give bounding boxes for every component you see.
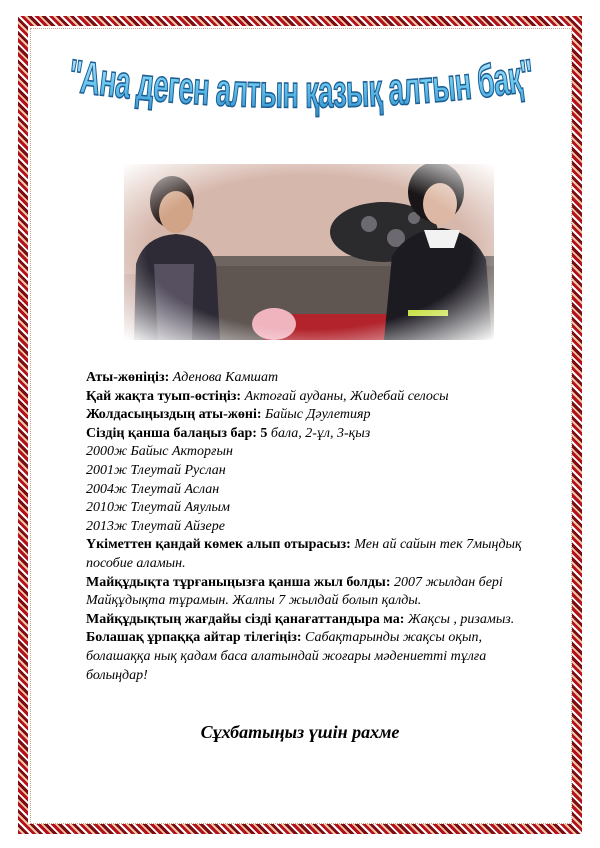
- interview-photo: [124, 164, 494, 340]
- page-title-graphic: [0, 30, 600, 160]
- answer: Аденова Камшат: [172, 370, 279, 385]
- answer: 2007 жылдан бері Майқұдықта тұрамын. Жалпы 7 жылдай болып қалды.: [86, 574, 503, 609]
- question: Үкіметтен қандай көмек алып отырасыз:: [86, 537, 351, 553]
- question: Сіздің қанша балаңыз бар:: [86, 425, 257, 441]
- child-item: 2004ж Тлеутай Аслан: [86, 481, 220, 497]
- child-item: 2000ж Байыс Акторғын: [86, 444, 233, 460]
- answer: Байыс Дәулетияр: [265, 407, 371, 423]
- answer: Мен ай сайын тек 7мыңдық пособие аламын.: [86, 537, 522, 571]
- question: Аты-жөніңіз:: [86, 370, 170, 385]
- question: Майқұдықтың жағдайы сізді қанағаттандыра ма:: [86, 611, 405, 627]
- child-item: 2010ж Тлеутай Аяулым: [86, 500, 230, 516]
- help-line: [86, 536, 526, 573]
- child-item: 2013ж Тлеутай Айзере: [86, 518, 225, 534]
- question: Қай жақта туып-өстіңіз:: [86, 388, 242, 404]
- answer: Жақсы , ризамыз.: [407, 611, 515, 627]
- answer: Сабақтарынды жақсы оқып, болашаққа нық қадам баса алатындай жоғары мәдениетті тұлға болыңдар!: [86, 630, 487, 683]
- name-line: [86, 369, 526, 388]
- spouse-line: [86, 406, 526, 425]
- question: Жолдасыңыздың аты-жөні:: [86, 407, 262, 423]
- wish-line: [86, 629, 526, 685]
- question: Майқұдықта тұрғаныңызға қанша жыл болды:: [86, 574, 391, 590]
- birthplace-line: [86, 388, 526, 407]
- closing-text: Сұхбатыңыз үшін рахме: [200, 722, 400, 742]
- children-number: 5: [260, 425, 268, 441]
- answer: бала, 2-ұл, 3-қыз: [270, 425, 371, 441]
- question: Болашақ ұрпаққа айтар тілегіңіз:: [86, 630, 302, 646]
- children-count-line: [86, 425, 526, 444]
- answer: Актоғай ауданы, Жидебай селосы: [244, 388, 449, 404]
- satisfaction-line: [86, 611, 526, 630]
- years-line: [86, 574, 526, 611]
- interview-text: [86, 369, 526, 685]
- page-title: "Ана деген алтын қазық алтын бақ": [65, 47, 545, 118]
- child-item: 2001ж Тлеутай Руслан: [86, 462, 226, 478]
- svg-text:"Ана деген алтын қазық алтын б: [65, 47, 545, 118]
